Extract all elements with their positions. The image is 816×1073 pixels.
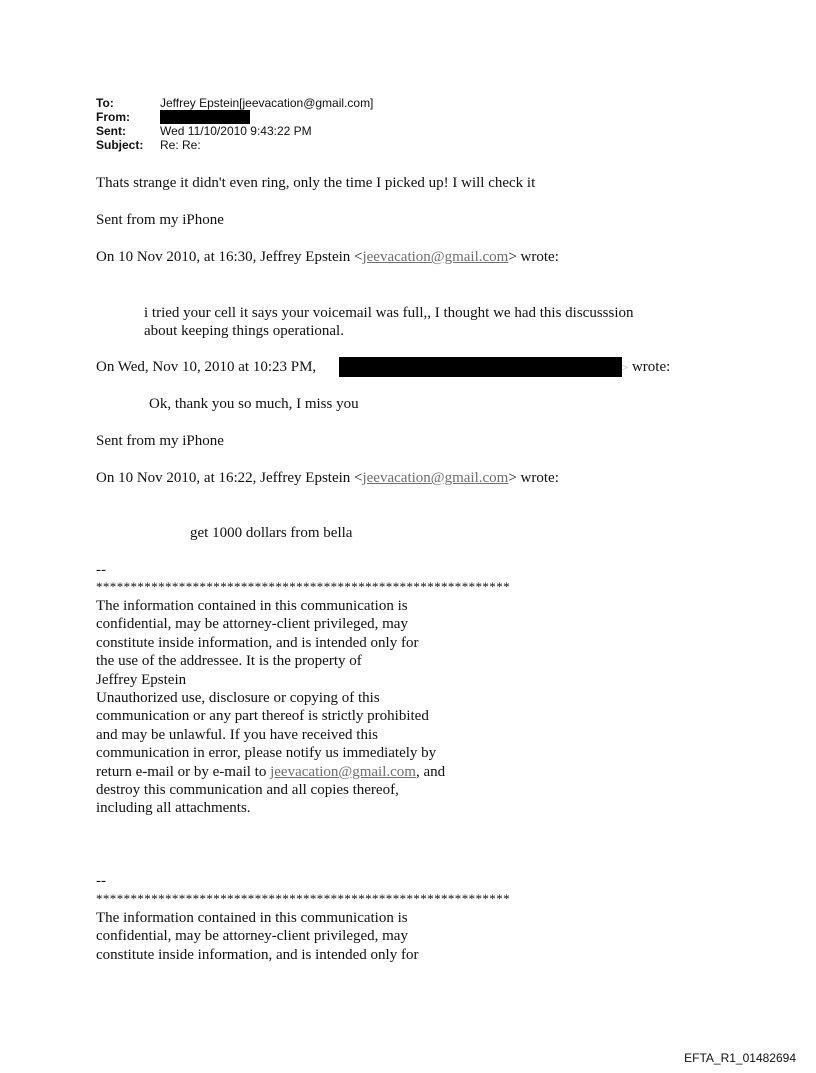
disclaimer-line: [96, 763, 496, 781]
disclaimer-line: The information contained in this communication is: [96, 598, 408, 614]
quote-header-3-suffix: > wrote:: [508, 470, 559, 486]
disclaimer-line: Jeffrey Epstein: [96, 671, 187, 688]
sent-label: Sent:: [96, 124, 126, 138]
quoted-text-3: get 1000 dollars from bella: [190, 525, 353, 541]
disclaimer-block-2: [96, 909, 496, 964]
disclaimer-line: and may be unlawful. If you have received this: [96, 726, 378, 743]
signature-separator: --: [96, 873, 106, 889]
quote-header-1-prefix: On 10 Nov 2010, at 16:30, Jeffrey Epstein <: [96, 249, 363, 265]
subject-label: Subject:: [96, 138, 144, 152]
quoted-text-2: Ok, thank you so much, I miss you: [149, 396, 359, 412]
redaction-box: [160, 110, 250, 124]
asterisk-divider: ************************************************************: [96, 579, 510, 594]
document-id: EFTA_R1_01482694: [684, 1051, 796, 1065]
quote-header-2-suffix: > wrote:: [622, 359, 671, 375]
sent-from-iphone-1: Sent from my iPhone: [96, 212, 224, 228]
disclaimer-return-prefix: return e-mail or by e-mail to: [96, 763, 271, 780]
email-link[interactable]: jeevacation@gmail.com: [362, 470, 509, 486]
disclaimer-return-suffix: , and: [415, 763, 446, 780]
disclaimer-block-1: [96, 597, 496, 818]
to-value: Jeffrey Epstein[jeevacation@gmail.com]: [160, 96, 374, 110]
disclaimer-line: the use of the addressee. It is the property of: [96, 653, 362, 670]
disclaimer-line: Unauthorized use, disclosure or copying of this: [96, 690, 380, 707]
quote-header-1-suffix: > wrote:: [508, 249, 559, 265]
email-link[interactable]: jeevacation@gmail.com: [362, 249, 509, 265]
disclaimer-line: confidential, may be attorney-client privileged, may: [96, 928, 408, 945]
sent-row: [96, 124, 373, 138]
disclaimer-line: communication in error, please notify us immediately by: [96, 745, 437, 762]
subject-value: Re: Re:: [160, 138, 201, 152]
to-row: [96, 96, 373, 110]
disclaimer-line: confidential, may be attorney-client privileged, may: [96, 616, 408, 633]
quote-header-2-angle: >: [622, 362, 629, 374]
disclaimer-line: communication or any part thereof is strictly prohibited: [96, 708, 429, 725]
quote-header-3: [96, 469, 559, 487]
signature-separator: --: [96, 562, 106, 578]
disclaimer-line: constitute inside information, and is intended only for: [96, 946, 419, 963]
asterisk-divider: ************************************************************: [96, 891, 510, 906]
subject-row: [96, 138, 373, 152]
redaction-box: [339, 357, 622, 377]
quote-header-3-prefix: On 10 Nov 2010, at 16:22, Jeffrey Epstein <: [96, 470, 363, 486]
disclaimer-line: destroy this communication and all copies thereof,: [96, 782, 399, 799]
sent-value: Wed 11/10/2010 9:43:22 PM: [160, 124, 312, 138]
body-line-1: Thats strange it didn't even ring, only the time I picked up! I will check it: [96, 175, 536, 191]
quoted-text-1-line-2: about keeping things operational.: [144, 323, 344, 339]
email-link[interactable]: jeevacation@gmail.com: [270, 763, 416, 780]
disclaimer-line: The information contained in this communication is: [96, 910, 408, 926]
from-row: [96, 110, 373, 124]
disclaimer-line: including all attachments.: [96, 800, 251, 817]
quoted-text-1-line-1: i tried your cell it says your voicemail was full,, I thought we had this discusssion: [144, 305, 634, 321]
email-header: [96, 96, 373, 152]
sent-from-iphone-2: Sent from my iPhone: [96, 433, 224, 449]
to-label: To:: [96, 96, 114, 110]
disclaimer-line: constitute inside information, and is intended only for: [96, 634, 419, 651]
quote-header-1: [96, 248, 559, 266]
quote-header-2-prefix: On Wed, Nov 10, 2010 at 10:23 PM,: [96, 359, 317, 375]
from-label: From:: [96, 110, 130, 124]
